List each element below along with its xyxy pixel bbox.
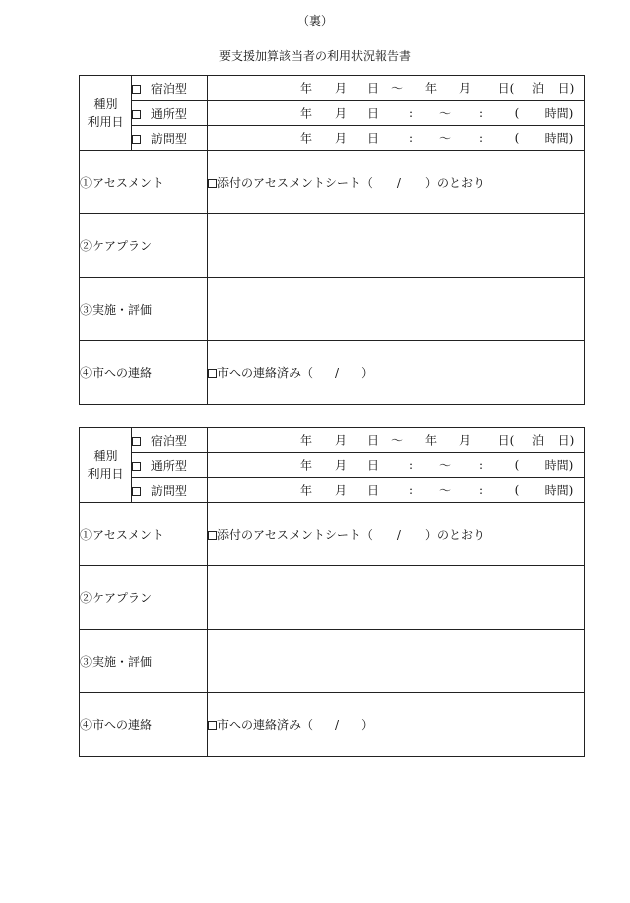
- type-visit-label: 訪問型: [150, 131, 187, 146]
- type-day[interactable]: [132, 101, 208, 126]
- day-open-paren: 日(: [497, 433, 515, 448]
- stay-checkbox[interactable]: [132, 85, 141, 94]
- day-checkbox[interactable]: [132, 110, 141, 119]
- type-visit-label: 訪問型: [150, 483, 187, 498]
- date-row-day[interactable]: [208, 453, 585, 478]
- time-colon: :: [408, 106, 414, 120]
- assessment-date-slash: /: [396, 527, 401, 542]
- day-label: 日: [366, 81, 380, 96]
- contact-field[interactable]: [208, 693, 585, 757]
- year-label: 年: [424, 433, 438, 448]
- type-stay[interactable]: [132, 76, 208, 101]
- contact-done-suffix: ）: [361, 366, 374, 380]
- stay-checkbox[interactable]: [132, 437, 141, 446]
- contact-date-slash: /: [335, 718, 340, 732]
- careplan-field[interactable]: [208, 214, 585, 278]
- assessment-attached-text: 添付のアセスメントシート（: [217, 175, 373, 190]
- hours-label: 時間): [544, 131, 574, 146]
- contact-label: ④市への連絡: [80, 693, 208, 757]
- evaluation-label: ③実施・評価: [80, 278, 208, 341]
- hours-label: 時間): [544, 106, 574, 121]
- contact-done-suffix: ）: [361, 718, 374, 732]
- stay-days-label: 日): [557, 433, 575, 448]
- month-label: 月: [458, 81, 472, 96]
- range-mark: 〜: [438, 131, 452, 146]
- type-stay[interactable]: [132, 428, 208, 453]
- type-stay-label: 宿泊型: [150, 433, 187, 448]
- contact-done-text: 市への連絡済み（: [217, 366, 314, 380]
- hours-open-paren: (: [514, 458, 520, 472]
- assessment-field[interactable]: [208, 151, 585, 214]
- time-colon: :: [478, 458, 484, 472]
- day-label: 日: [366, 433, 380, 448]
- month-label: 月: [334, 106, 348, 121]
- range-mark: 〜: [438, 106, 452, 121]
- hours-open-paren: (: [514, 131, 520, 145]
- page-title: 要支援加算該当者の利用状況報告書: [218, 49, 411, 63]
- hours-open-paren: (: [514, 106, 520, 120]
- year-label: 年: [299, 458, 313, 473]
- type-stay-label: 宿泊型: [150, 81, 187, 96]
- time-colon: :: [408, 131, 414, 145]
- day-label: 日: [366, 106, 380, 121]
- time-colon: :: [478, 483, 484, 497]
- month-label: 月: [334, 458, 348, 473]
- hours-open-paren: (: [514, 483, 520, 497]
- contact-done-text: 市への連絡済み（: [217, 718, 314, 732]
- kind-usage-date-label: 種別 利用日: [80, 428, 132, 503]
- assessment-attached-checkbox[interactable]: [208, 179, 217, 188]
- month-label: 月: [334, 81, 348, 96]
- hours-label: 時間): [544, 458, 574, 473]
- careplan-label: ②ケアプラン: [80, 214, 208, 278]
- year-label: 年: [424, 81, 438, 96]
- page-side-label: （裏）: [296, 14, 333, 28]
- day-label: 日: [366, 131, 380, 146]
- careplan-label: ②ケアプラン: [80, 566, 208, 630]
- time-colon: :: [478, 131, 484, 145]
- type-day[interactable]: [132, 453, 208, 478]
- report-form-1: [79, 75, 585, 405]
- day-open-paren: 日(: [497, 81, 515, 96]
- stay-days-label: 日): [557, 81, 575, 96]
- assessment-attached-text: 添付のアセスメントシート（: [217, 527, 373, 542]
- kind-usage-date-label: 種別 利用日: [80, 76, 132, 151]
- contact-done-checkbox[interactable]: [208, 369, 217, 378]
- stay-nights-label: 泊: [531, 433, 545, 448]
- contact-done-checkbox[interactable]: [208, 721, 217, 730]
- date-row-day[interactable]: [208, 101, 585, 126]
- range-mark: 〜: [390, 81, 404, 96]
- month-label: 月: [334, 131, 348, 146]
- assessment-attached-checkbox[interactable]: [208, 531, 217, 540]
- day-label: 日: [366, 458, 380, 473]
- hours-label: 時間): [544, 483, 574, 498]
- assessment-date-slash: /: [396, 175, 401, 190]
- year-label: 年: [299, 131, 313, 146]
- contact-field[interactable]: [208, 341, 585, 405]
- date-row-visit[interactable]: [208, 126, 585, 151]
- day-checkbox[interactable]: [132, 462, 141, 471]
- report-form-2: [79, 427, 585, 757]
- contact-label: ④市への連絡: [80, 341, 208, 405]
- evaluation-field[interactable]: [208, 278, 585, 341]
- visit-checkbox[interactable]: [132, 487, 141, 496]
- month-label: 月: [334, 433, 348, 448]
- date-row-visit[interactable]: [208, 478, 585, 503]
- assessment-attached-suffix: ）のとおり: [424, 175, 485, 190]
- contact-date-slash: /: [335, 366, 340, 380]
- careplan-field[interactable]: [208, 566, 585, 630]
- type-day-label: 通所型: [150, 458, 187, 473]
- month-label: 月: [458, 433, 472, 448]
- month-label: 月: [334, 483, 348, 498]
- year-label: 年: [299, 106, 313, 121]
- evaluation-field[interactable]: [208, 630, 585, 693]
- range-mark: 〜: [438, 483, 452, 498]
- type-day-label: 通所型: [150, 106, 187, 121]
- visit-checkbox[interactable]: [132, 135, 141, 144]
- type-visit[interactable]: [132, 126, 208, 151]
- year-label: 年: [299, 81, 313, 96]
- range-mark: 〜: [438, 458, 452, 473]
- time-colon: :: [478, 106, 484, 120]
- assessment-field[interactable]: [208, 503, 585, 566]
- assessment-label: ①アセスメント: [80, 151, 208, 214]
- assessment-attached-suffix: ）のとおり: [424, 527, 485, 542]
- day-label: 日: [366, 483, 380, 498]
- year-label: 年: [299, 433, 313, 448]
- type-visit[interactable]: [132, 478, 208, 503]
- date-row-stay[interactable]: [208, 76, 585, 101]
- assessment-label: ①アセスメント: [80, 503, 208, 566]
- date-row-stay[interactable]: [208, 428, 585, 453]
- evaluation-label: ③実施・評価: [80, 630, 208, 693]
- year-label: 年: [299, 483, 313, 498]
- range-mark: 〜: [390, 433, 404, 448]
- time-colon: :: [408, 483, 414, 497]
- stay-nights-label: 泊: [531, 81, 545, 96]
- time-colon: :: [408, 458, 414, 472]
